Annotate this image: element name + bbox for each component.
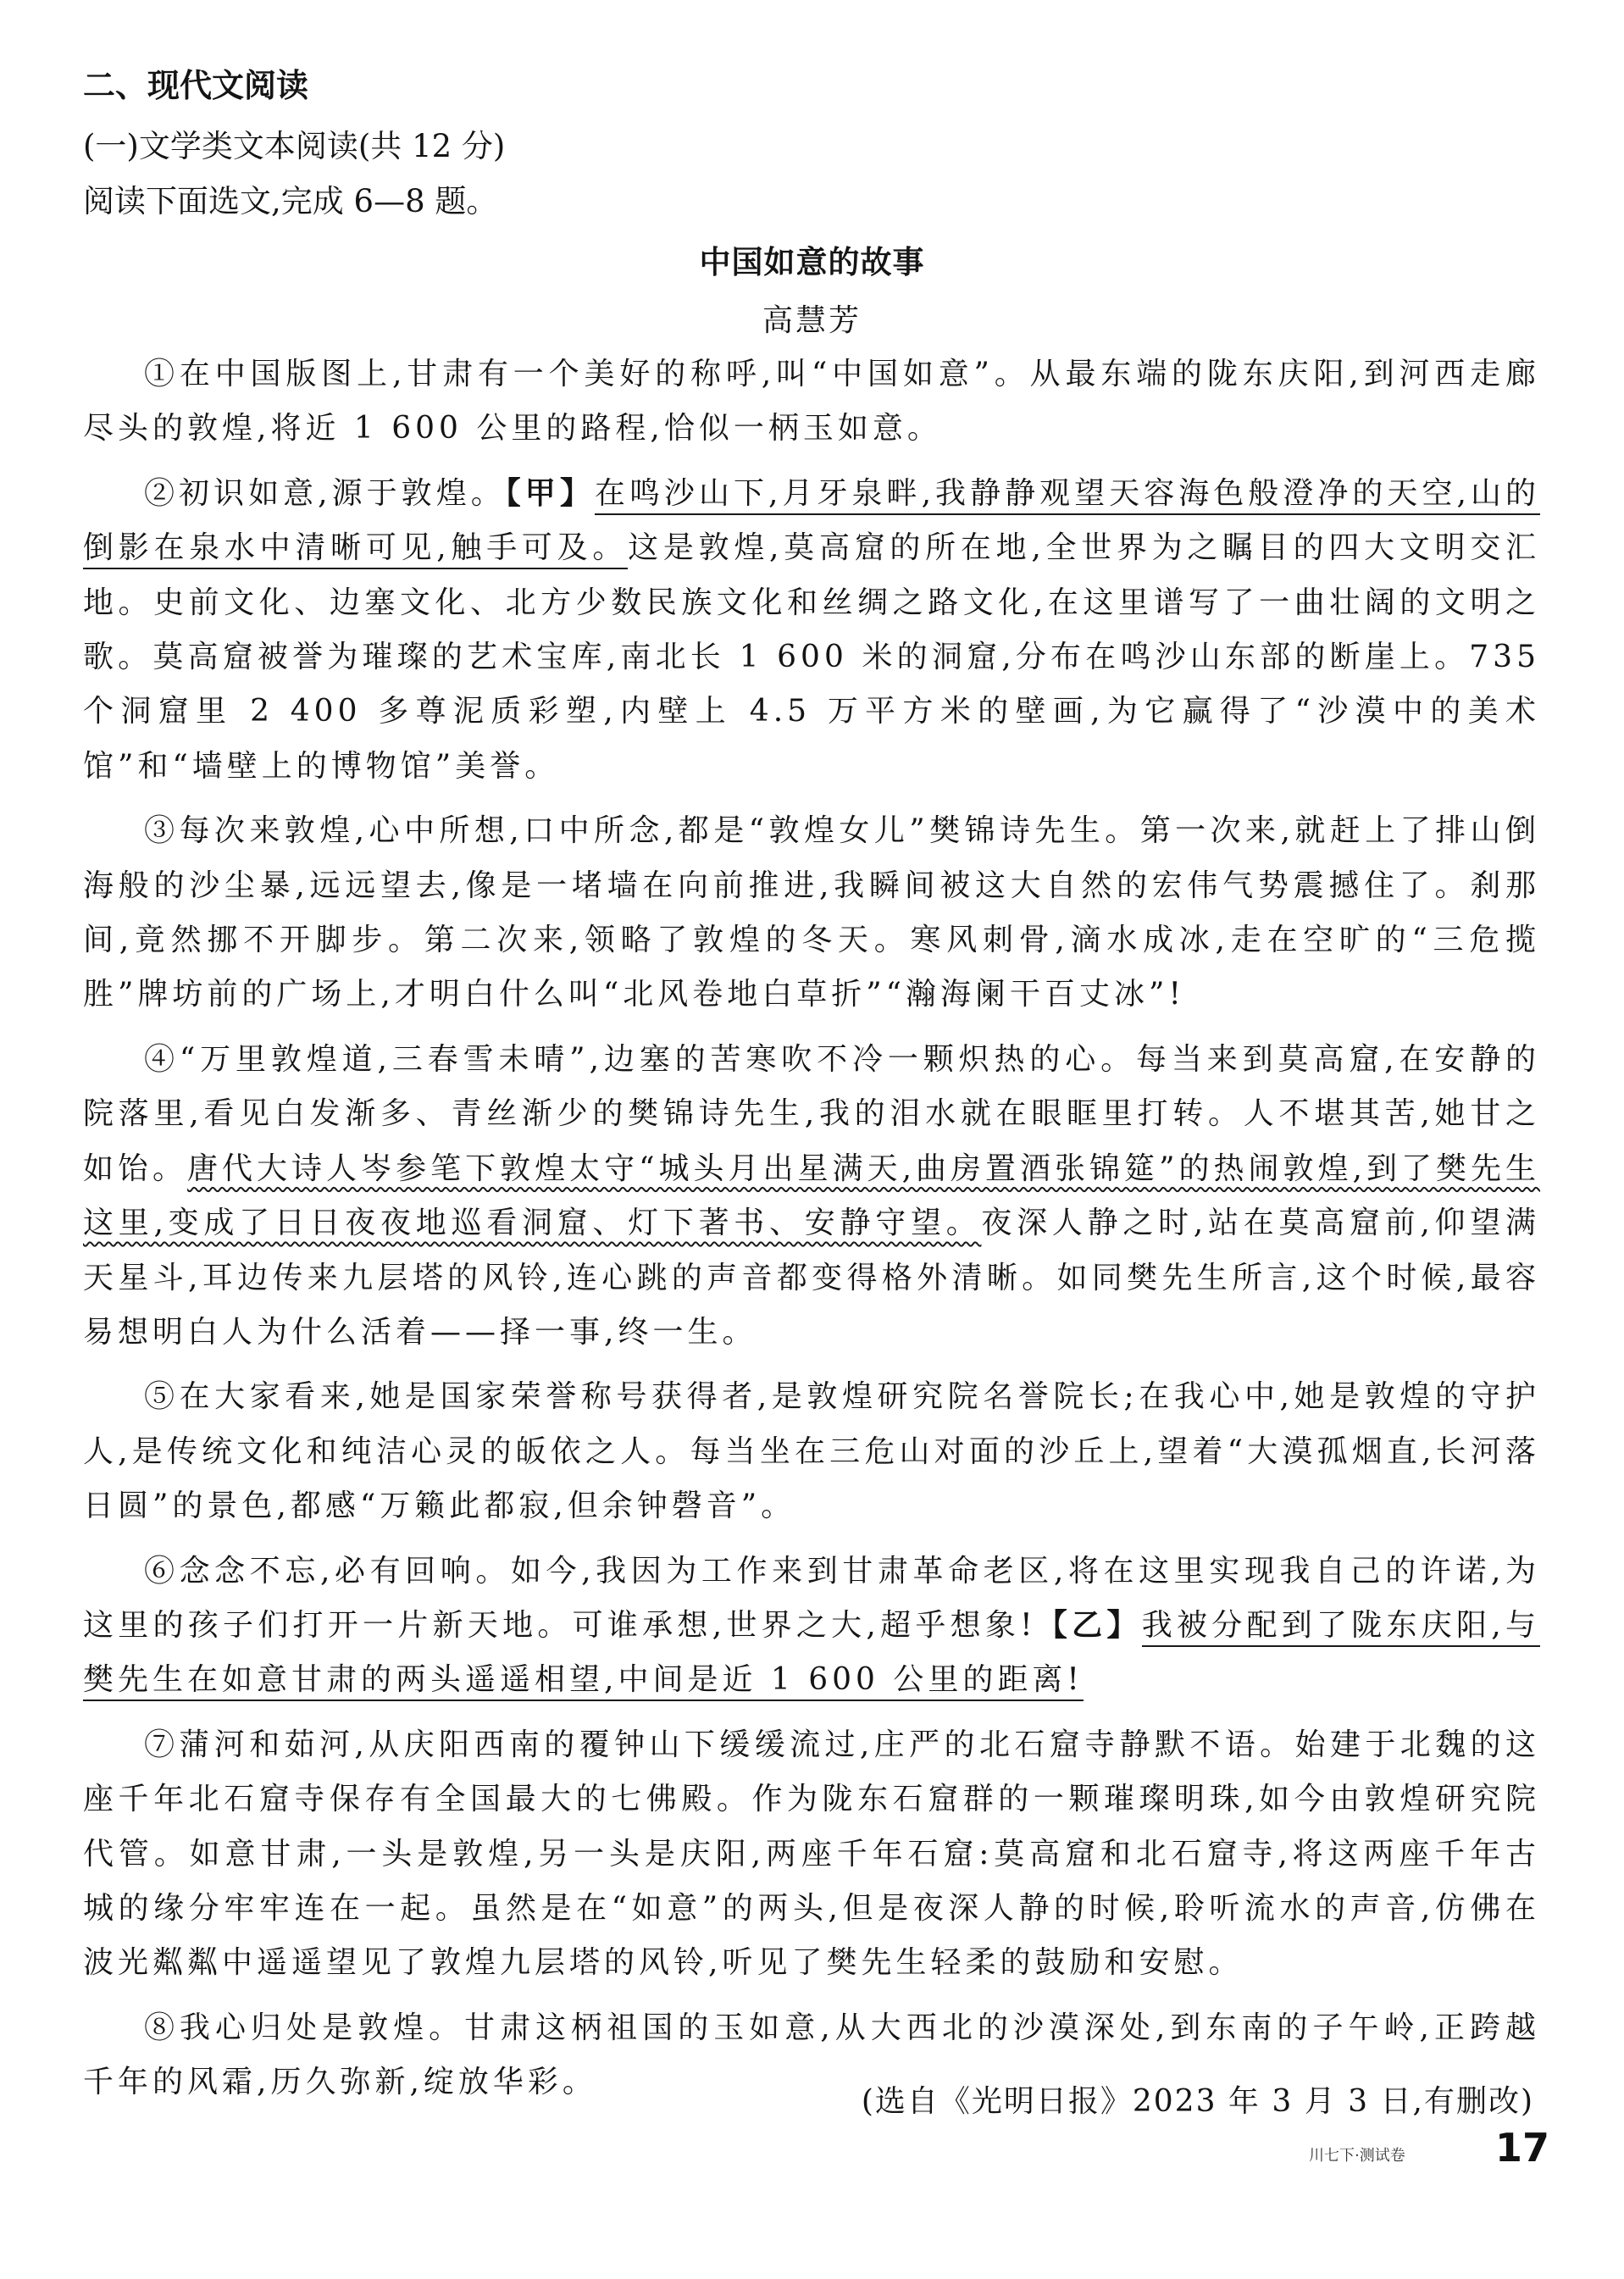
paragraph-5: ⑤在大家看来,她是国家荣誉称号获得者,是敦煌研究院名誉院长;在我心中,她是敦煌的守护人,是传统文化和纯洁心灵的皈依之人。每当坐在三危山对面的沙丘上,望着“大漠孤烟直,长河落日圆”的景色,都感“万籁此都寂,但余钟磬音”。	[83, 1379, 1540, 1524]
footer-note: 川七下·测试卷	[1309, 2147, 1405, 2165]
paragraph-4-intro: ④“万里敦煌道,三春雪未晴”,边塞的苦寒吹不冷一颗炽热的心。每当来到莫高窟,在安静的院落里,看见白发渐多、青丝渐少的樊锦诗先生,我的泪水就在眼眶里打转。人不堪其苦,她甘之如饴。	[83, 1041, 1540, 1186]
paragraph-4-rest: 夜深人静之时,站在莫高窟前,仰望满天星斗,耳边传来九层塔的风铃,连心跳的声音都变得格外清晰。如同樊先生所言,这个时候,最容易想明白人为什么活着——择一事,终一生。	[83, 1206, 1540, 1350]
paragraph-2-intro: ②初识如意,源于敦煌。	[144, 475, 506, 511]
paragraph-3: ③每次来敦煌,心中所想,口中所念,都是“敦煌女儿”樊锦诗先生。第一次来,就赶上了排山倒海般的沙尘暴,远远望去,像是一堵墙在向前推进,我瞬间被这大自然的宏伟气势震撼住了。刹那间,竟然挪不开脚步。第二次来,领略了敦煌的冬天。寒风刺骨,滴水成冰,走在空旷的“三危揽胜”牌坊前的广场上,才明白什么叫“北风卷地白草折”“瀚海阑干百丈冰”!	[83, 813, 1540, 1012]
section-title: 二、现代文阅读	[83, 67, 309, 104]
article-author: 高慧芳	[762, 303, 862, 338]
paragraph-4	[83, 1033, 1540, 1360]
paragraph-6-intro: ⑥念念不忘,必有回响。如今,我因为工作来到甘肃革命老区,将在这里实现我自己的许诺,为这里的孩子们打开一片新天地。可谁承想,世界之大,超乎想象!	[83, 1553, 1540, 1643]
paragraph-2-rest: 这是敦煌,莫高窟的所在地,全世界为之瞩目的四大文明交汇地。史前文化、边塞文化、北方少数民族文化和丝绸之路文化,在这里谱写了一曲壮阔的文明之歌。莫高窟被誉为璀璨的艺术宝库,南北长 1 600 米的洞窟,分布在鸣沙山东部的断崖上。735 个洞窟里 2 400 多尊泥质彩塑,内壁上 4.5 万平方米的壁画,为它赢得了“沙漠中的美术馆”和“墙壁上的博物馆”美誉。	[83, 530, 1540, 784]
article-source: (选自《光明日报》2023 年 3 月 3 日,有删改)	[861, 2084, 1534, 2119]
underlined-sentence-yi: 我被分配到了陇东庆阳,与樊先生在如意甘肃的两头遥遥相望,中间是近 1 600 公里的距离!	[83, 1608, 1540, 1701]
marker-yi: 【乙】	[1036, 1607, 1142, 1643]
paragraph-7: ⑦蒲河和茹河,从庆阳西南的覆钟山下缓缓流过,庄严的北石窟寺静默不语。始建于北魏的这座千年北石窟寺保存有全国最大的七佛殿。作为陇东石窟群的一颗璀璨明珠,如今由敦煌研究院代管。如意甘肃,一头是敦煌,另一头是庆阳,两座千年石窟:莫高窟和北石窟寺,将这两座千年古城的缘分牢牢连在一起。虽然是在“如意”的两头,但是夜深人静的时候,聆听流水的声音,仿佛在波光粼粼中遥遥望见了敦煌九层塔的风铃,听见了樊先生轻柔的鼓励和安慰。	[83, 1727, 1540, 1981]
reading-instructions: 阅读下面选文,完成 6—8 题。	[83, 183, 498, 219]
underlined-sentence-jia: 在鸣沙山下,月牙泉畔,我静静观望天容海色般澄净的天空,山的倒影在泉水中清晰可见,触手可及。	[83, 476, 1540, 569]
article-body	[83, 347, 1540, 2121]
paragraph-2	[83, 467, 1540, 794]
paragraph-8: ⑧我心归处是敦煌。甘肃这柄祖国的玉如意,从大西北的沙漠深处,到东南的子午岭,正跨越千年的风霜,历久弥新,绽放华彩。	[83, 2010, 1540, 2100]
page-number: 17	[1495, 2125, 1550, 2171]
article-title: 中国如意的故事	[699, 244, 925, 280]
paragraph-6	[83, 1544, 1540, 1708]
marker-jia: 【甲】	[505, 475, 595, 511]
wavy-underlined-sentence: 唐代大诗人岑参笔下敦煌太守“城头月出星满天,曲房置酒张锦筵”的热闹敦煌,到了樊先生这里,变成了日日夜夜地巡看洞窟、灯下著书、安静守望。	[83, 1151, 1540, 1241]
subsection-title: (一)文学类文本阅读(共 12 分)	[83, 128, 506, 164]
paragraph-1: ①在中国版图上,甘肃有一个美好的称呼,叫“中国如意”。从最东端的陇东庆阳,到河西走廊尽头的敦煌,将近 1 600 公里的路程,恰似一柄玉如意。	[83, 357, 1540, 446]
